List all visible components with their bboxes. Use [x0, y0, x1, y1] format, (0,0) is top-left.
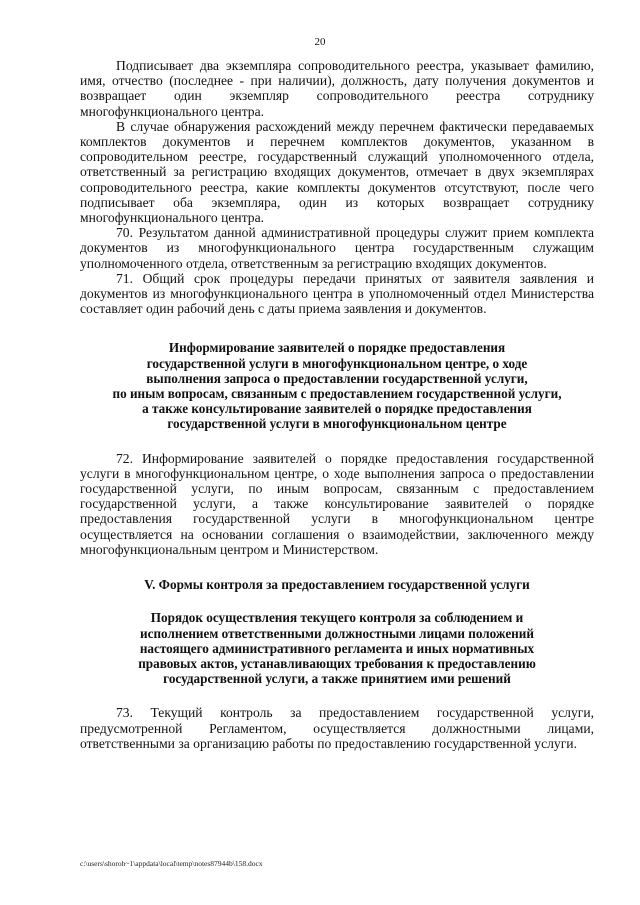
paragraph-73: 73. Текущий контроль за предоставлением государственной услуги, предусмотренной Регламентом, осуществляется должностными лицами, ответственными за организацию работы по предоставлению государственной услуги.: [80, 705, 594, 751]
footer-file-path: c:\users\shoroh~1\appdata\local\temp\notes87944b\158.docx: [80, 859, 263, 868]
chapter-heading-control: V. Формы контроля за предоставлением государственной услуги: [144, 577, 530, 593]
document-body: [80, 58, 594, 751]
section-heading-informing: [80, 340, 594, 431]
section-heading-current-control: [80, 610, 594, 686]
heading-line: Порядок осуществления текущего контроля за соблюдением и: [150, 610, 524, 626]
heading-line: настоящего административного регламента и иных нормативных: [139, 640, 535, 656]
heading-line: государственной услуги в многофункциональном центре, о ходе: [146, 355, 528, 371]
paragraph-signing: Подписывает два экземпляра сопроводительного реестра, указывает фамилию, имя, отчество (последнее - при наличии), должность, дату получения документов и возвращает один экземпляр сопроводительного реестра сотруднику многофункционального центра.: [80, 58, 594, 119]
heading-line: правовых актов, устанавливающих требования к предоставлению: [138, 655, 536, 671]
paragraph-72: 72. Информирование заявителей о порядке предоставления государственной услуги в многофункциональном центре, о ходе выполнения запроса о предоставлении государственной услуги, по иным вопросам, связанным с предоставлением государственной услуги, а также консультирование заявителей о порядке предоставления государственной услуги в многофункциональном центре осуществляется на основании соглашения о взаимодействии, заключенного между многофункциональным центром и Министерством.: [80, 450, 594, 557]
paragraph-71: 71. Общий срок процедуры передачи принятых от заявителя заявления и документов из многофункционального центра в уполномоченный отдел Министерства составляет один рабочий день с даты приема заявления и документов.: [80, 270, 594, 317]
paragraph-discrepancies: В случае обнаружения расхождений между перечнем фактически передаваемых комплектов документов и перечнем комплектов документов, указанном в сопроводительном реестре, государственный служащий уполномоченного отдела, ответственный за регистрацию входящих документов, отмечает в двух экземплярах сопроводительного реестра, какие комплекты документов отсутствуют, после чего подписывает оба экземпляра, один из которых возвращает сотруднику многофункционального центра.: [80, 118, 594, 226]
page-number: 20: [314, 36, 326, 48]
heading-line: по иным вопросам, связанным с предоставлением государственной услуги,: [112, 386, 562, 402]
heading-line: государственной услуги в многофункциональном центре: [167, 416, 507, 432]
heading-line: выполнения запроса о предоставлении государственной услуги,: [146, 370, 528, 386]
heading-line: Информирование заявителей о порядке предоставления: [168, 340, 506, 356]
heading-line: исполнением ответственными должностными лицами положений: [140, 625, 534, 641]
heading-line: а также консультирование заявителей о порядке предоставления: [142, 401, 532, 417]
heading-line: государственной услуги, а также принятием ими решений: [163, 671, 511, 687]
paragraph-70: 70. Результатом данной административной процедуры служит прием комплекта документов из многофункционального центра государственным служащим уполномоченного отдела, ответственным за регистрацию входящих документов.: [80, 225, 594, 271]
